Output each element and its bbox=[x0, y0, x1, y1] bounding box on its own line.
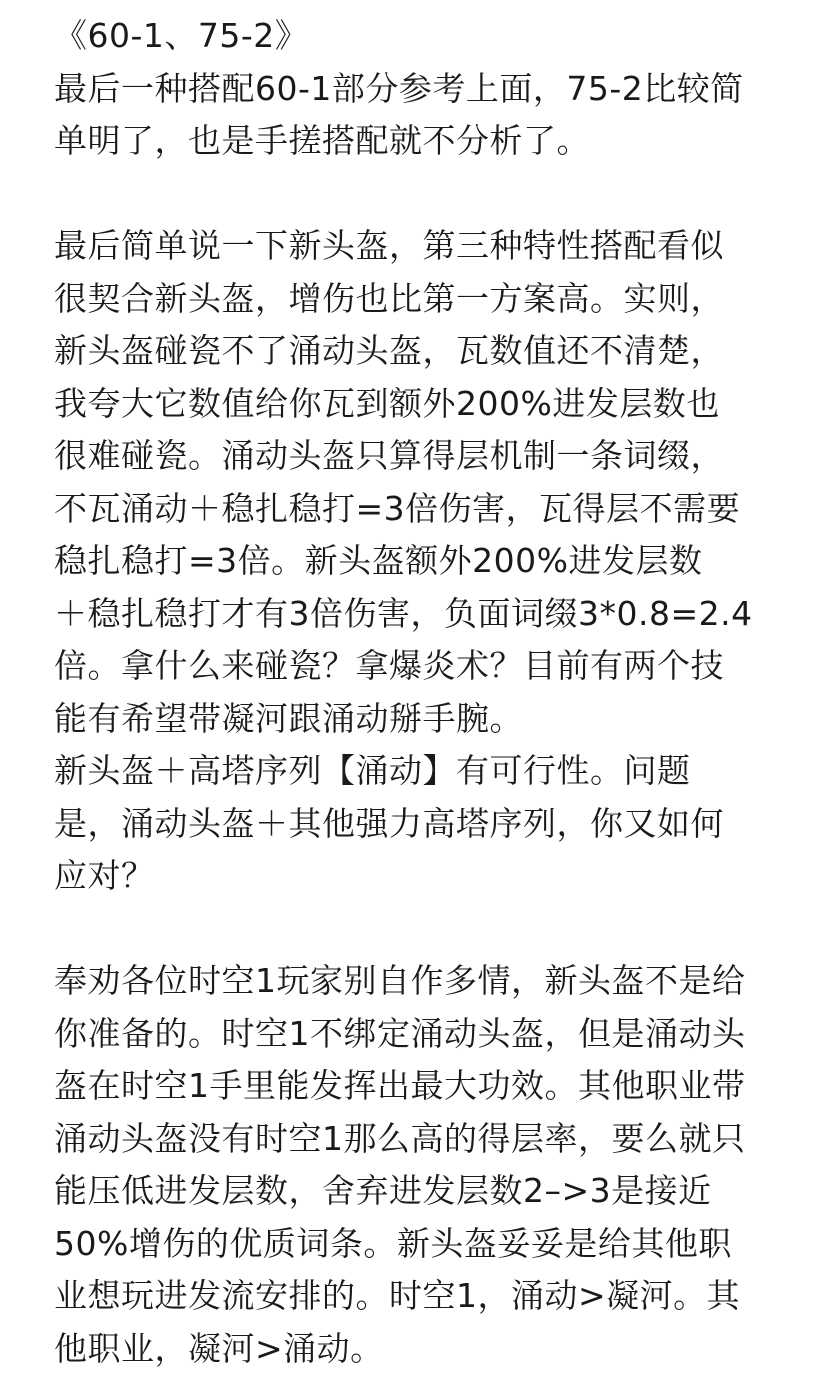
text-line: 他职业，凝河>涌动。 bbox=[54, 1323, 814, 1375]
text-line: 盔在时空1手里能发挥出最大功效。其他职业带 bbox=[54, 1060, 814, 1113]
text-line: 业想玩进发流安排的。时空1，涌动>凝河。其 bbox=[54, 1270, 814, 1323]
text-line: 新头盔＋高塔序列【涌动】有可行性。问题 bbox=[54, 745, 814, 798]
paragraph-spacer bbox=[54, 168, 814, 221]
text-line: 不瓦涌动＋稳扎稳打=3倍伤害，瓦得层不需要 bbox=[54, 483, 814, 536]
text-line: 奉劝各位时空1玩家别自作多情，新头盔不是给 bbox=[54, 955, 814, 1008]
text-line: ＋稳扎稳打才有3倍伤害，负面词缀3*0.8=2.4 bbox=[54, 588, 814, 641]
text-line: 最后一种搭配60-1部分参考上面，75-2比较简 bbox=[54, 63, 814, 116]
text-line: 最后简单说一下新头盔，第三种特性搭配看似 bbox=[54, 220, 814, 273]
section-heading: 《60-1、75-2》 bbox=[54, 10, 814, 63]
text-line: 涌动头盔没有时空1那么高的得层率，要么就只 bbox=[54, 1113, 814, 1166]
text-line: 是，涌动头盔＋其他强力高塔序列，你又如何 bbox=[54, 798, 814, 851]
text-line: 单明了，也是手搓搭配就不分析了。 bbox=[54, 115, 814, 168]
text-line: 很难碰瓷。涌动头盔只算得层机制一条词缀， bbox=[54, 430, 814, 483]
article-body bbox=[54, 0, 814, 1375]
text-line: 稳扎稳打=3倍。新头盔额外200%进发层数 bbox=[54, 535, 814, 588]
text-line: 你准备的。时空1不绑定涌动头盔，但是涌动头 bbox=[54, 1008, 814, 1061]
text-line: 能压低进发层数，舍弃进发层数2–>3是接近 bbox=[54, 1165, 814, 1218]
text-line: 很契合新头盔，增伤也比第一方案高。实则， bbox=[54, 273, 814, 326]
text-line: 应对？ bbox=[54, 850, 814, 903]
paragraph-spacer bbox=[54, 903, 814, 956]
text-line: 新头盔碰瓷不了涌动头盔，瓦数值还不清楚， bbox=[54, 325, 814, 378]
text-line: 50%增伤的优质词条。新头盔妥妥是给其他职 bbox=[54, 1218, 814, 1271]
text-line: 我夸大它数值给你瓦到额外200%进发层数也 bbox=[54, 378, 814, 431]
text-line: 倍。拿什么来碰瓷？拿爆炎术？目前有两个技 bbox=[54, 640, 814, 693]
text-line: 能有希望带凝河跟涌动掰手腕。 bbox=[54, 693, 814, 746]
